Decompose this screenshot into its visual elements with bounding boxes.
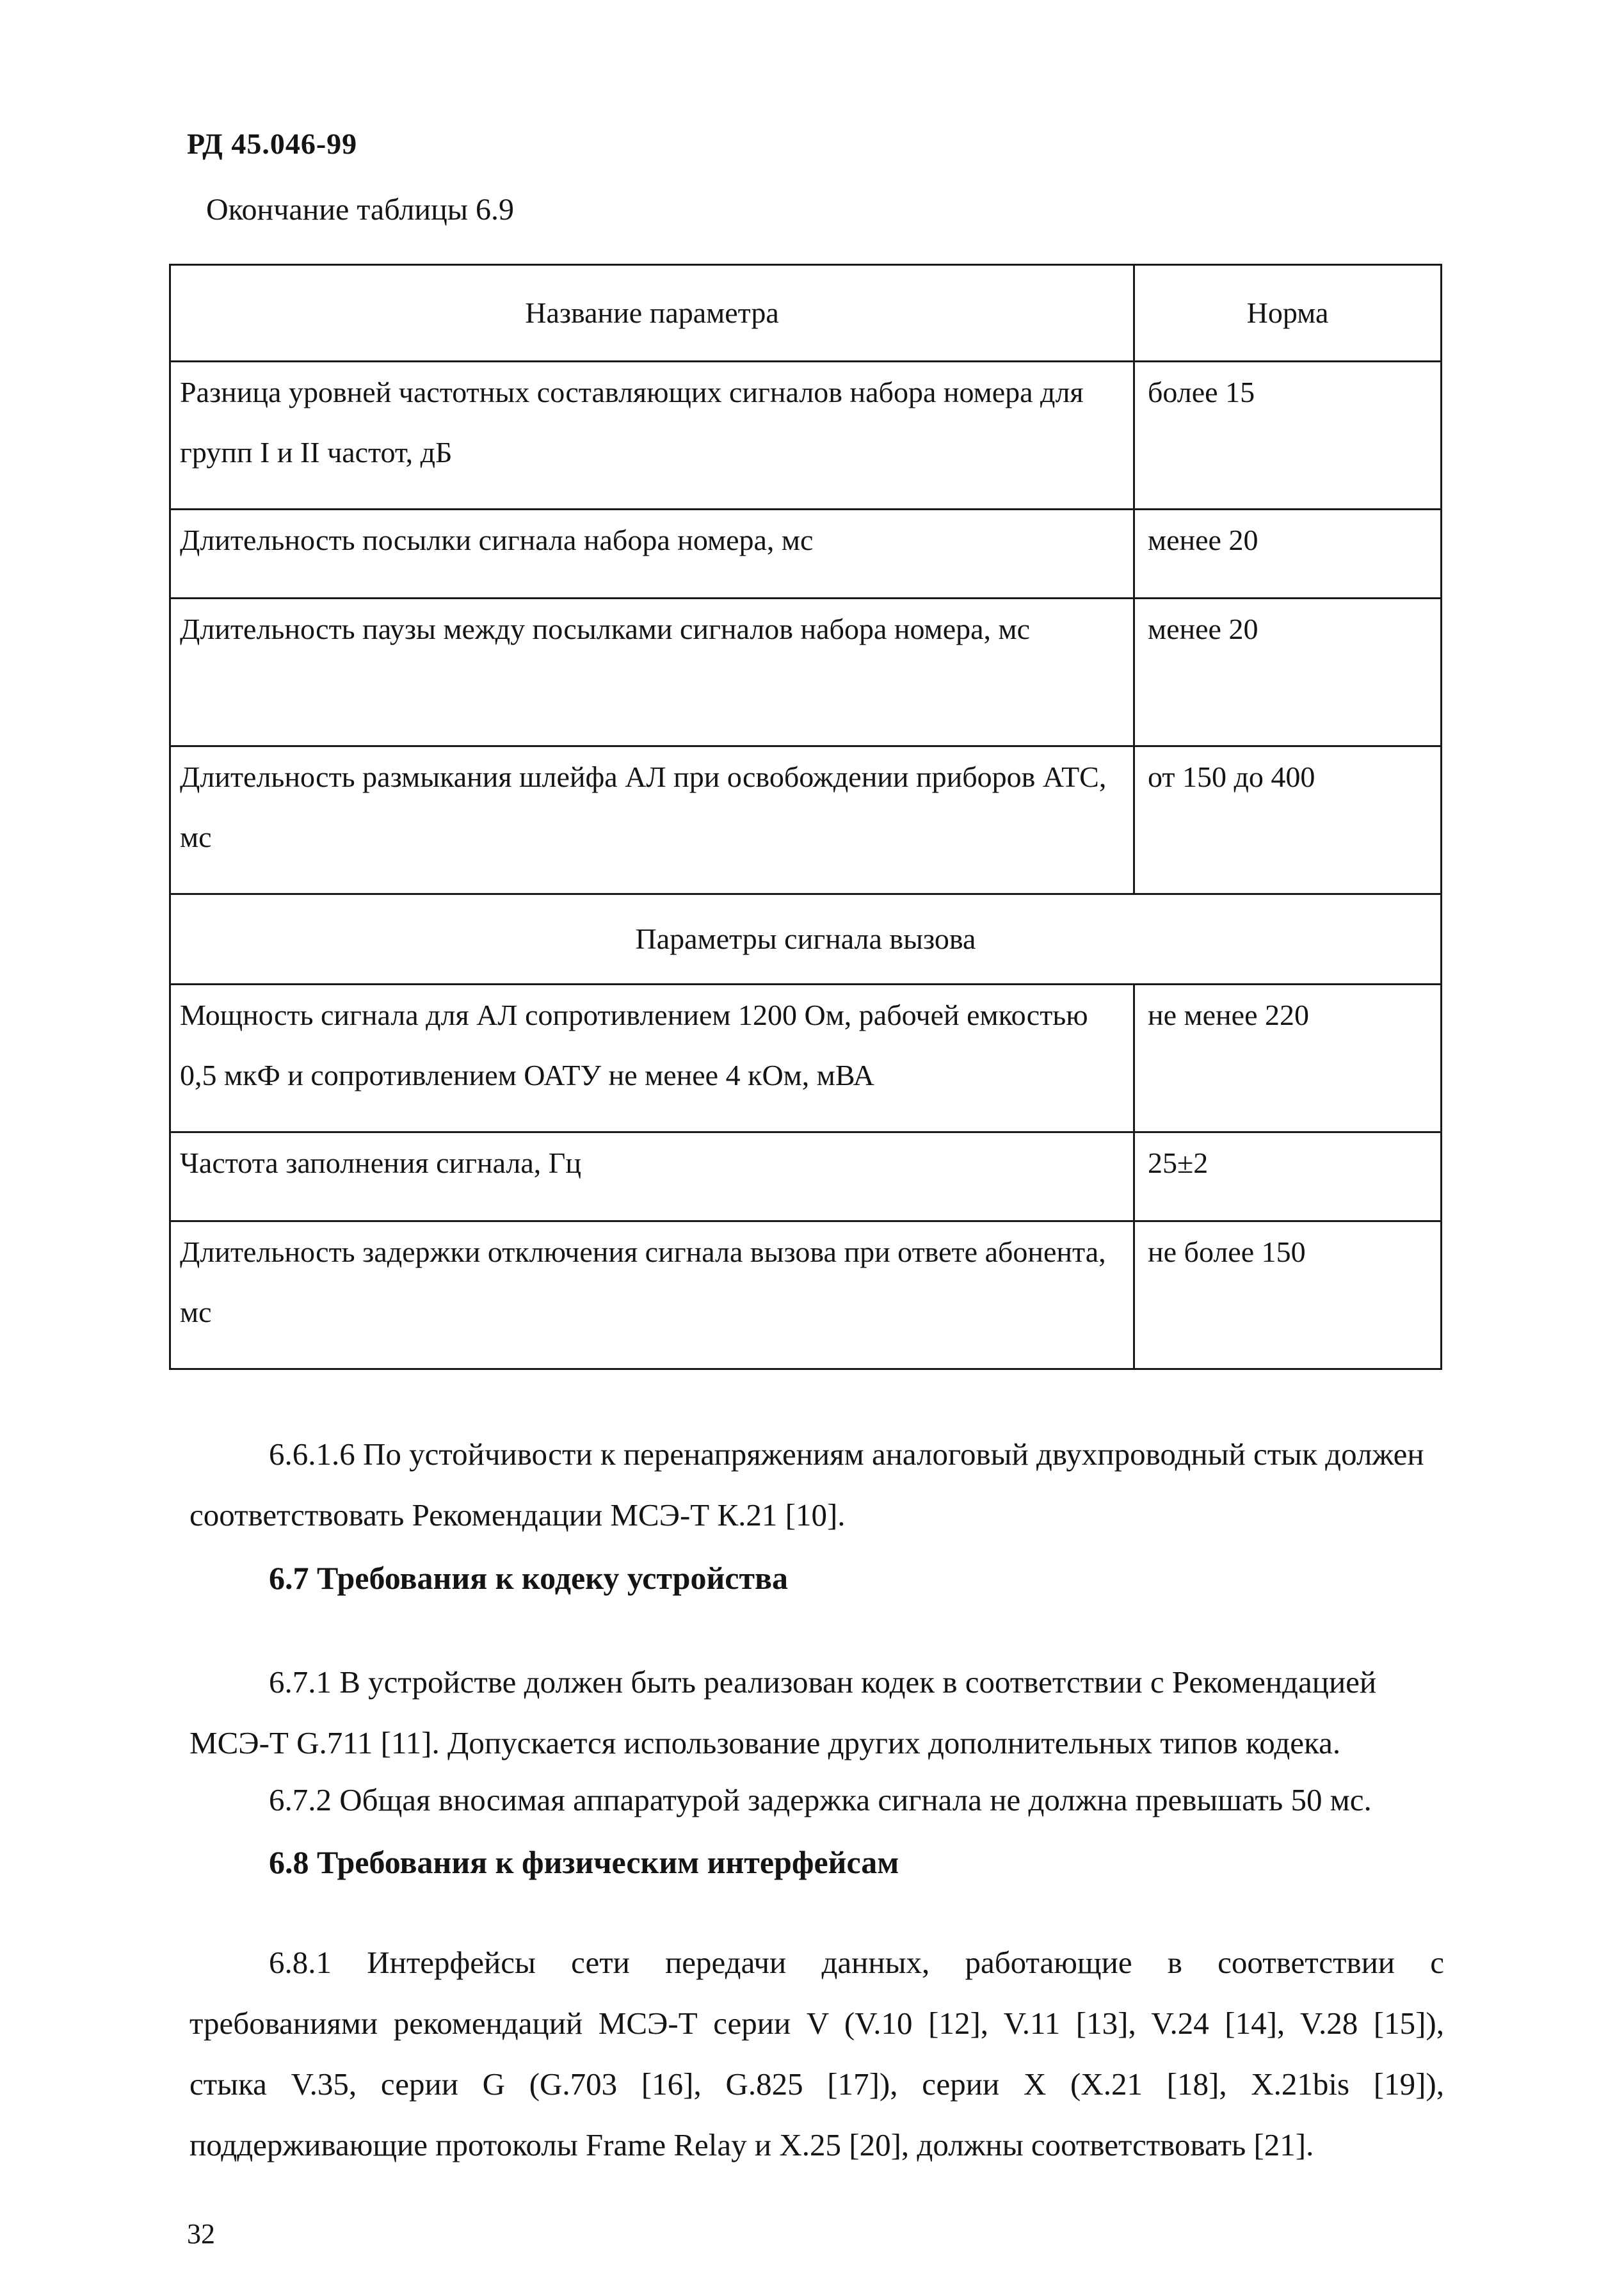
table-caption: Окончание таблицы 6.9 [206,193,515,227]
param-name: Частота заполнения сигнала, Гц [170,1132,1134,1221]
column-header-name: Название параметра [170,265,1134,362]
page-number: 32 [187,2218,215,2250]
paragraph-6-7-1: 6.7.1 В устройстве должен быть реализован кодек в соответствии с Рекомендацией МСЭ-Т G.711 [11]. Допускается использование других дополнительных типов кодека. [189,1664,1377,1760]
param-norm: не более 150 [1134,1221,1442,1369]
column-header-norm: Норма [1134,265,1442,362]
param-norm: от 150 до 400 [1134,746,1442,894]
heading-6-7: 6.7 Требования к кодеку устройства [269,1560,789,1596]
paragraph-6-6-1-6: 6.6.1.6 По устойчивости к перенапряжениям аналоговый двухпроводный стык должен соответствовать Рекомендации МСЭ-Т К.21 [10]. [189,1437,1424,1533]
paragraph-line: 6.8.1 Интерфейсы сети передачи данных, работающие в соответствии с [269,1945,1444,1980]
table-row [170,985,1442,1132]
table-header-row [170,265,1442,362]
table-section-row [170,894,1442,985]
param-norm: не менее 220 [1134,985,1442,1132]
table-row [170,1132,1442,1221]
paragraph-line: требованиями рекомендаций МСЭ-Т серии V (V.10 [12], V.11 [13], V.24 [14], V.28 [15]), [189,2006,1444,2041]
paragraph-line: поддерживающие протоколы Frame Relay и X.25 [20], должны соответствовать [21]. [189,2127,1314,2162]
table-row [170,362,1442,510]
param-norm: 25±2 [1134,1132,1442,1221]
param-name: Длительность размыкания шлейфа АЛ при освобождении приборов АТС, мс [170,746,1134,894]
parameters-table [169,264,1442,1370]
param-norm: более 15 [1134,362,1442,510]
param-name: Разница уровней частотных составляющих сигналов набора номера для групп I и II частот, дБ [170,362,1134,510]
table-row [170,1221,1442,1369]
param-name: Длительность паузы между посылками сигналов набора номера, мс [170,599,1134,746]
param-name: Длительность посылки сигнала набора номера, мс [170,510,1134,599]
paragraph-6-8-1 [189,1932,1444,2175]
param-norm: менее 20 [1134,599,1442,746]
heading-6-8: 6.8 Требования к физическим интерфейсам [269,1844,899,1880]
param-name: Длительность задержки отключения сигнала вызова при ответе абонента, мс [170,1221,1134,1369]
document-code: РД 45.046-99 [187,127,358,160]
section-title: Параметры сигнала вызова [170,894,1442,985]
table-row [170,746,1442,894]
paragraph-6-7-2: 6.7.2 Общая вносимая аппаратурой задержка сигнала не должна превышать 50 мс. [269,1782,1372,1817]
paragraph-line: стыка V.35, серии G (G.703 [16], G.825 [17]), серии X (X.21 [18], X.21bis [19]), [189,2066,1444,2102]
param-name: Мощность сигнала для АЛ сопротивлением 1200 Ом, рабочей емкостью 0,5 мкФ и сопротивлением ОАТУ не менее 4 кОм, мВА [170,985,1134,1132]
table-row [170,510,1442,599]
param-norm: менее 20 [1134,510,1442,599]
table-row [170,599,1442,746]
